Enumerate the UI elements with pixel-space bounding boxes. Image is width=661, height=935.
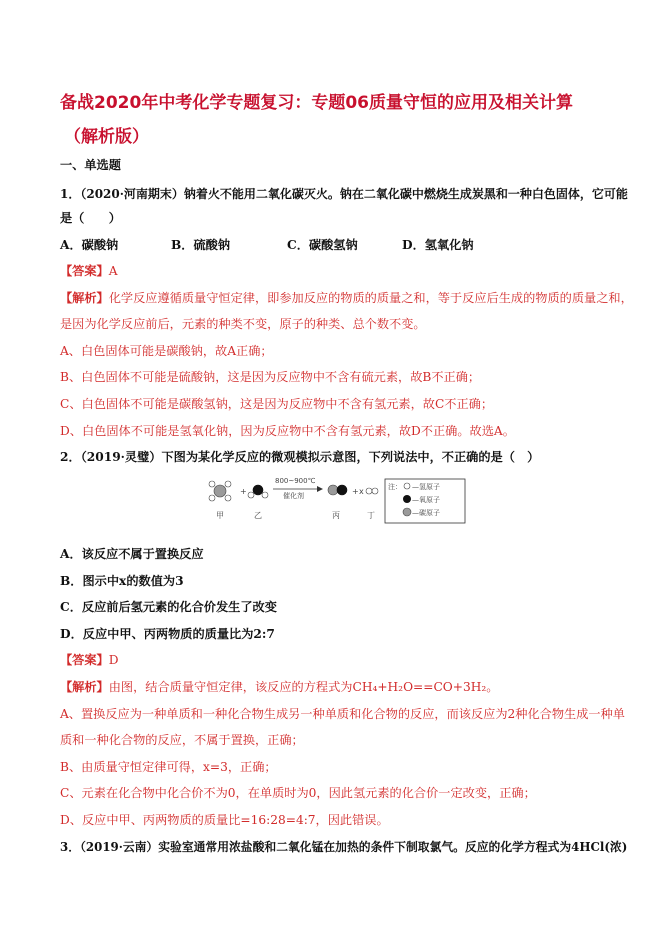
legend-hydrogen: —氢原子 <box>412 483 440 491</box>
q2-stem: 2．（2019·灵璧）下图为某化学反应的微观模拟示意图，下列说法中，不正确的是（ ） <box>60 450 540 464</box>
label-yi: 乙 <box>254 511 262 520</box>
q1-point-c: C、白色固体不可能是碳酸氢钠，这是因为反应物中不含有氢元素，故C不正确； <box>60 397 494 411</box>
legend-oxygen: —氧原子 <box>412 496 440 504</box>
q1-analysis-line-1 <box>60 289 633 306</box>
q1-options <box>60 236 474 253</box>
q1-stem-line-1: 1．（2020·河南期末）钠着火不能用二氧化碳灭火。钠在二氧化碳中燃烧生成炭黑和一种白色固体，它可能 <box>60 187 628 201</box>
legend-hydrogen-swatch <box>404 483 410 489</box>
q2-point-a-line-2: 质和一种化合物的反应，不属于置换，正确； <box>60 733 304 747</box>
q3-stem: 3．（2019·云南）实验室通常用浓盐酸和二氧化锰在加热的条件下制取氯气。反应的化学方程式为4HCl(浓) <box>60 840 628 854</box>
label-bing: 丙 <box>332 511 340 520</box>
q1-point-d: D、白色固体不可能是氢氧化钠，因为反应物中不含有氢元素，故D不正确。故选A。 <box>60 424 515 438</box>
q1-analysis-tag: 【解析】 <box>60 291 109 305</box>
q2-point-c: C、元素在化合物中化合价不为0，在单质时为0，因此氢元素的化合价一定改变，正确； <box>60 786 536 800</box>
coefficient-x: x <box>359 487 364 496</box>
title-line-2: （解析版） <box>64 127 149 147</box>
q2-analysis-text: 由图，结合质量守恒定律，该反应的方程式为CH₄+H₂O==CO+3H₂。 <box>108 680 499 694</box>
q2-answer <box>60 651 119 668</box>
q2-point-b: B、由质量守恒定律可得，x=3，正确； <box>60 760 277 774</box>
q1-answer <box>60 262 118 279</box>
legend-oxygen-swatch <box>403 495 411 503</box>
q2-analysis-tag: 【解析】 <box>60 680 109 694</box>
hydrogen-molecule <box>366 488 378 494</box>
reaction-condition-catalyst: 催化剂 <box>283 492 304 500</box>
q1-option-d: D．氢氧化钠 <box>402 238 474 252</box>
title-line-1: 备战2020年中考化学专题复习：专题06质量守恒的应用及相关计算 <box>60 93 573 113</box>
q2-option-d: D．反应中甲、丙两物质的质量比为2:7 <box>60 627 275 641</box>
document-title <box>60 86 620 154</box>
legend-carbon-swatch <box>403 508 411 516</box>
q1-analysis-text-1: 化学反应遵循质量守恒定律，即参加反应的物质的质量之和，等于反应后生成的物质的质量之和， <box>108 291 633 305</box>
q2-option-c: C．反应前后氢元素的化合价发生了改变 <box>60 600 277 614</box>
section-heading: 一、单选题 <box>60 158 121 172</box>
q1-point-a: A、白色固体可能是碳酸钠，故A正确； <box>60 344 273 358</box>
legend-title: 注： <box>388 483 402 491</box>
q1-option-b: B．硫酸钠 <box>171 238 231 252</box>
q2-point-a-line-1: A、置换反应为一种单质和一种化合物生成另一种单质和化合物的反应，而该反应为2种化合物生成一种单 <box>60 707 625 721</box>
water-molecule <box>248 485 268 498</box>
q1-answer-tag: 【答案】 <box>60 264 109 278</box>
legend-carbon: —碳原子 <box>412 509 440 517</box>
reaction-condition-temperature: 800~900℃ <box>275 477 316 485</box>
q1-stem-line-2: 是（ ） <box>60 211 121 225</box>
methane-molecule <box>209 481 231 501</box>
plus-sign-2: + <box>352 487 359 496</box>
q2-option-b: B．图示中x的数值为3 <box>60 574 184 588</box>
carbon-monoxide-molecule <box>328 485 347 495</box>
q2-answer-value: D <box>108 653 119 667</box>
q2-point-d: D、反应中甲、丙两物质的质量比=16:28=4:7，因此错误。 <box>60 813 389 827</box>
q1-point-b: B、白色固体不可能是硫酸钠，这是因为反应物中不含有硫元素，故B不正确； <box>60 370 481 384</box>
label-jia: 甲 <box>216 511 224 520</box>
label-ding: 丁 <box>367 511 375 520</box>
q1-answer-value: A <box>108 264 118 278</box>
q1-option-a: A．碳酸钠 <box>60 238 119 252</box>
q1-option-c: C．碳酸氢钠 <box>287 238 358 252</box>
reaction-diagram <box>205 474 535 526</box>
q1-analysis-line-2: 是因为化学反应前后，元素的种类不变，原子的种类、总个数不变。 <box>60 317 426 331</box>
q2-option-a: A．该反应不属于置换反应 <box>60 547 204 561</box>
reaction-arrow-head <box>317 486 323 492</box>
q2-answer-tag: 【答案】 <box>60 653 109 667</box>
plus-sign-1: + <box>240 487 247 496</box>
q2-analysis <box>60 678 498 695</box>
